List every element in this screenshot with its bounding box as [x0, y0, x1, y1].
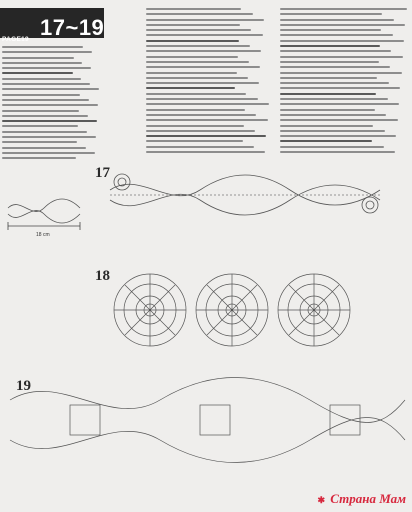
dimension-label: 18 cm — [36, 232, 50, 238]
diagram-17-small — [8, 199, 80, 230]
watermark-text: Страна Мам — [330, 491, 406, 506]
section-number: 17~19 — [40, 15, 105, 40]
star-icon: ✱ — [317, 495, 326, 505]
diagram-17-number: 17 — [95, 165, 110, 181]
watermark-credit — [317, 491, 406, 507]
page-number: PAGE19 — [2, 36, 29, 43]
diagram-19-number: 19 — [16, 378, 31, 394]
diagram-18 — [114, 274, 350, 346]
diagram-18-number: 18 — [95, 268, 110, 284]
diagram-17 — [110, 174, 380, 215]
diagram-19 — [10, 378, 405, 463]
